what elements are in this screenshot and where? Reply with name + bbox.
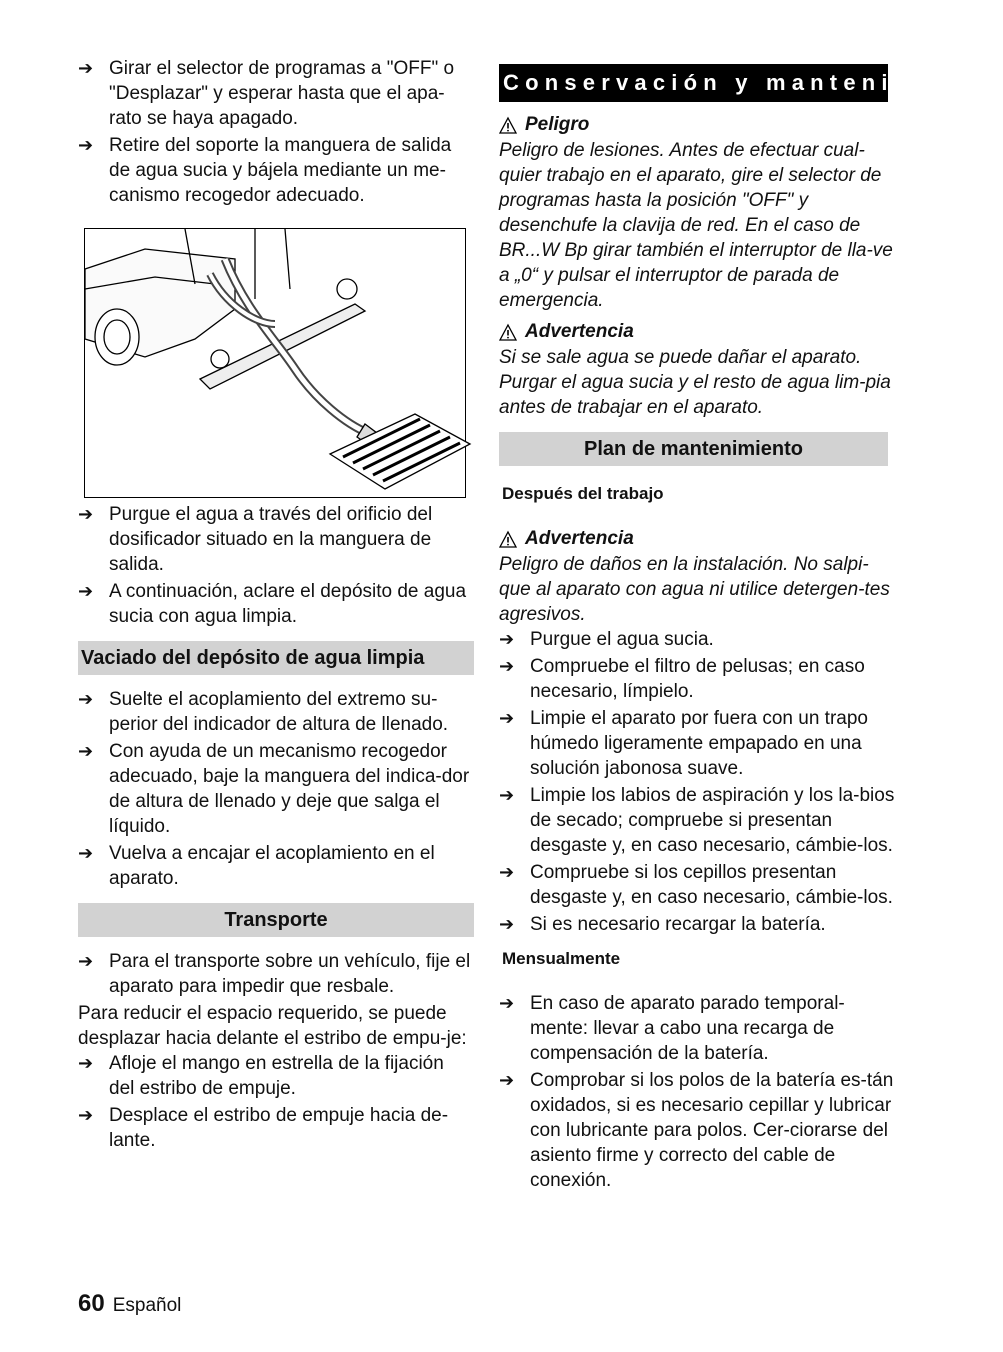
subheading-monthly: Mensualmente: [502, 949, 621, 968]
list-item: ➔ Afloje el mango en estrella de la fijación del estribo de empuje.: [78, 1053, 444, 1099]
arrow-right-icon: ➔: [499, 862, 515, 882]
page-number: 60: [78, 1290, 105, 1317]
list-item: ➔ Purgue el agua a través del orificio del dosificador situado en la manguera de salida.: [78, 504, 433, 575]
warning-heading: Advertencia: [499, 319, 897, 345]
subheading-after-work: Después del trabajo: [502, 484, 664, 503]
arrow-right-icon: ➔: [499, 993, 515, 1013]
list-item: ➔ Desplace el estribo de empuje hacia de-lante.: [78, 1105, 449, 1151]
chapter-title: Conservación y mantenimiento: [499, 64, 888, 102]
list-item: ➔ Comprobar si los polos de la batería es-tán oxidados, si es necesario cepillar y lubricar con lubricante para polos. Cer-ciorarse del asiento firme y correcto del cable de conexión.: [499, 1070, 894, 1191]
arrow-right-icon: ➔: [78, 1053, 94, 1073]
danger-text: Peligro de lesiones. Antes de efectuar cual-quier trabajo en el aparato, gire el selector de programas hasta la posición "OFF" y desenchufe la clavija de red. En el caso de BR...W Bp girar también el interruptor de lla-ve a „0“ y pulsar el interruptor de parada de emergencia.: [499, 140, 893, 311]
list-item: ➔ Compruebe el filtro de pelusas; en caso necesario, límpielo.: [499, 656, 865, 702]
arrow-right-icon: ➔: [78, 135, 94, 155]
warning-triangle-icon: [499, 324, 517, 341]
arrow-right-icon: ➔: [78, 951, 94, 971]
illustration-svg: [85, 229, 465, 497]
machine-hose-illustration: [84, 228, 466, 498]
arrow-right-icon: ➔: [78, 843, 94, 863]
arrow-right-icon: ➔: [78, 504, 94, 524]
list-item: ➔ Limpie el aparato por fuera con un trapo húmedo ligeramente empapado en una solución jabonosa suave.: [499, 708, 868, 779]
list-item: ➔ Con ayuda de un mecanismo recogedor adecuado, baje la manguera del indica-dor de altura de llenado y deje que salga el líquido.: [78, 741, 470, 837]
transport-paragraph: Para reducir el espacio requerido, se puede desplazar hacia delante el estribo de empu-je:: [78, 1003, 467, 1049]
arrow-right-icon: ➔: [499, 785, 515, 805]
arrow-right-icon: ➔: [78, 1105, 94, 1125]
section-heading-maintenance-plan: Plan de mantenimiento: [499, 432, 888, 466]
left-column: [78, 56, 474, 1155]
arrow-right-icon: ➔: [78, 58, 94, 78]
list-item: ➔ Limpie los labios de aspiración y los la-bios de secado; compruebe si presentan desgaste y, en caso necesario, cámbie-los.: [499, 785, 895, 856]
list-item: ➔ Suelte el acoplamiento del extremo su-perior del indicador de altura de llenado.: [78, 689, 449, 735]
arrow-right-icon: ➔: [78, 689, 94, 709]
arrow-right-icon: ➔: [499, 629, 515, 649]
section-heading-transport: Transporte: [78, 903, 474, 937]
warning-triangle-icon: [499, 531, 517, 548]
warning-triangle-icon: [499, 117, 517, 134]
list-item: ➔ Retire del soporte la manguera de salida de agua sucia y bájela mediante un me-canismo recogedor adecuado.: [78, 135, 452, 206]
arrow-right-icon: ➔: [499, 656, 515, 676]
list-item: ➔ Girar el selector de programas a "OFF" o "Desplazar" y esperar hasta que el apa-rato se haya apagado.: [78, 58, 455, 129]
right-column: [499, 56, 1003, 1195]
arrow-right-icon: ➔: [78, 741, 94, 761]
warning-text: Si se sale agua se puede dañar el aparato. Purgar el agua sucia y el resto de agua lim-pia antes de trabajar en el aparato.: [499, 347, 891, 418]
list-item: ➔ Compruebe si los cepillos presentan desgaste y, en caso necesario, cámbie-los.: [499, 862, 893, 908]
list-item: ➔ Para el transporte sobre un vehículo, fije el aparato para impedir que resbale.: [78, 951, 471, 997]
page-footer: [78, 1290, 181, 1318]
arrow-right-icon: ➔: [78, 581, 94, 601]
warning-text: Peligro de daños en la instalación. No salpi-que al aparato con agua ni utilice detergen-tes agresivos.: [499, 554, 890, 625]
list-item: ➔ En caso de aparato parado temporal-mente: llevar a cabo una recarga de compensación de la batería.: [499, 993, 845, 1064]
danger-heading: Peligro: [499, 112, 897, 138]
list-item: ➔ Vuelva a encajar el acoplamiento en el aparato.: [78, 843, 435, 889]
footer-language: Español: [112, 1295, 182, 1316]
list-item: ➔ Purgue el agua sucia.: [499, 629, 714, 650]
arrow-right-icon: ➔: [499, 708, 515, 728]
list-item: ➔ Si es necesario recargar la batería.: [499, 914, 826, 935]
arrow-right-icon: ➔: [499, 1070, 515, 1090]
list-item: ➔ A continuación, aclare el depósito de agua sucia con agua limpia.: [78, 581, 467, 627]
warning-heading: Advertencia: [499, 526, 897, 552]
section-heading-clean-tank: Vaciado del depósito de agua limpia: [78, 641, 474, 675]
arrow-right-icon: ➔: [499, 914, 515, 934]
